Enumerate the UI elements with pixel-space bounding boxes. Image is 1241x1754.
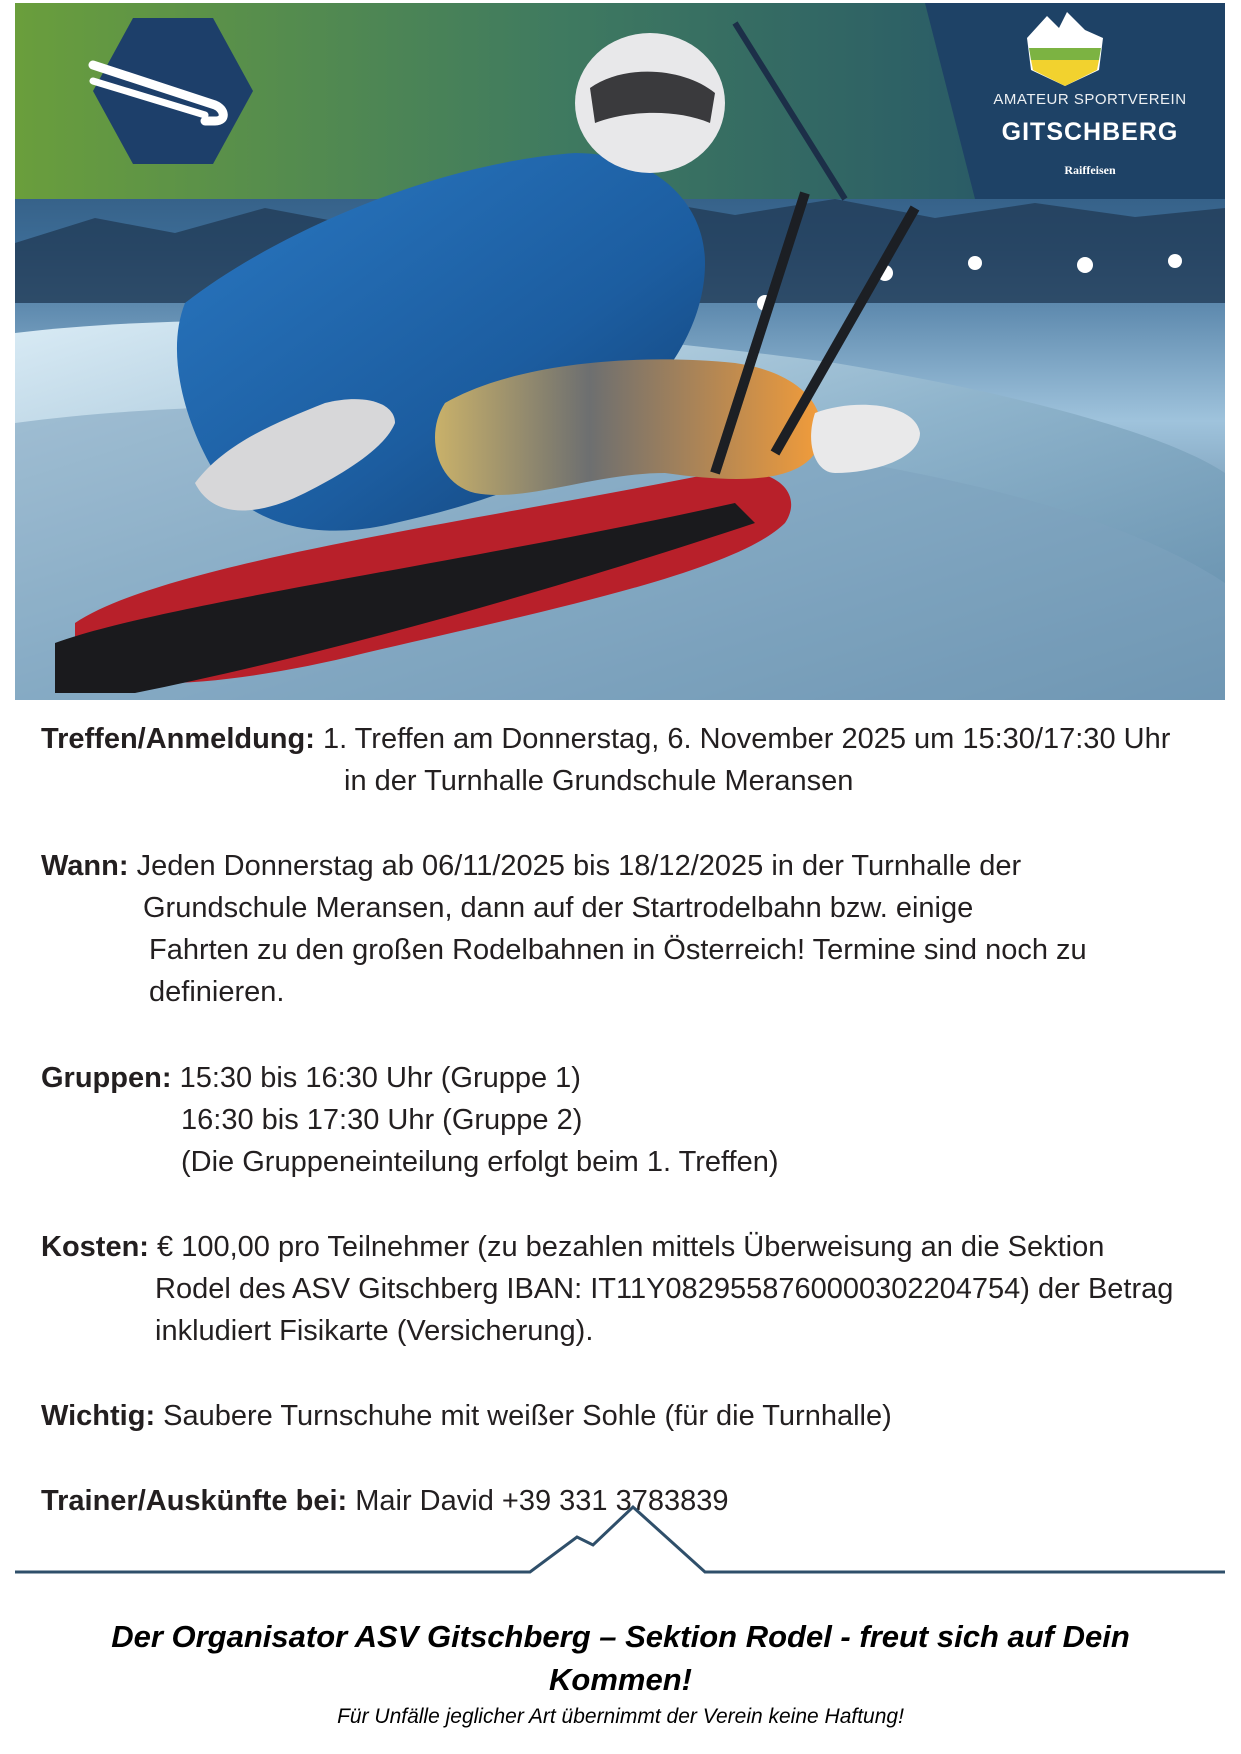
sponsor-name: Raiffeisen — [1064, 163, 1116, 177]
club-logo — [990, 91, 1190, 178]
costs-line3: inkludiert Fisikarte (Versicherung). — [155, 1315, 594, 1347]
important-label: Wichtig: — [41, 1400, 156, 1432]
disclaimer: Für Unfälle jeglicher Art übernimmt der Verein keine Haftung! — [337, 1705, 904, 1728]
when-label: Wann: — [41, 850, 129, 882]
meeting-label: Treffen/Anmeldung: — [41, 723, 315, 755]
when-line4: definieren. — [149, 976, 285, 1008]
when-line1: Jeden Donnerstag ab 06/11/2025 bis 18/12/2025 in der Turnhalle der — [136, 850, 1022, 882]
groups-line1: 15:30 bis 16:30 Uhr (Gruppe 1) — [179, 1062, 581, 1094]
costs-line2: Rodel des ASV Gitschberg IBAN: IT11Y0829558760000302204754) der Betrag — [155, 1273, 1174, 1305]
hero-banner — [15, 3, 1225, 700]
trainer-contact: Mair David +39 331 3783839 — [355, 1485, 729, 1517]
footer-line1: Der Organisator ASV Gitschberg – Sektion Rodel - freut sich auf Dein — [111, 1619, 1130, 1654]
costs-label: Kosten: — [41, 1231, 149, 1263]
important-line1: Saubere Turnschuhe mit weißer Sohle (für die Turnhalle) — [163, 1400, 892, 1432]
when-line2: Grundschule Meransen, dann auf der Startrodelbahn bzw. einige — [143, 892, 974, 924]
groups-label: Gruppen: — [41, 1062, 172, 1094]
when-line3: Fahrten zu den großen Rodelbahnen in Österreich! Termine sind noch zu — [149, 934, 1087, 966]
costs-line1: € 100,00 pro Teilnehmer (zu bezahlen mittels Überweisung an die Sektion — [157, 1231, 1105, 1263]
mountain-divider — [15, 1495, 1225, 1575]
club-name: GITSCHBERG — [1001, 118, 1179, 146]
club-type: AMATEUR SPORTVEREIN — [993, 91, 1187, 108]
meeting-line1: 1. Treffen am Donnerstag, 6. November 2025 um 15:30/17:30 Uhr — [322, 723, 1171, 755]
trainer-label: Trainer/Auskünfte bei: — [41, 1485, 348, 1517]
groups-line2: 16:30 bis 17:30 Uhr (Gruppe 2) — [181, 1104, 583, 1136]
groups-line3: (Die Gruppeneinteilung erfolgt beim 1. Treffen) — [181, 1146, 779, 1178]
footer-message — [0, 1615, 1241, 1701]
footer-line2: Kommen! — [549, 1662, 692, 1697]
meeting-line2: in der Turnhalle Grundschule Meransen — [344, 765, 854, 797]
